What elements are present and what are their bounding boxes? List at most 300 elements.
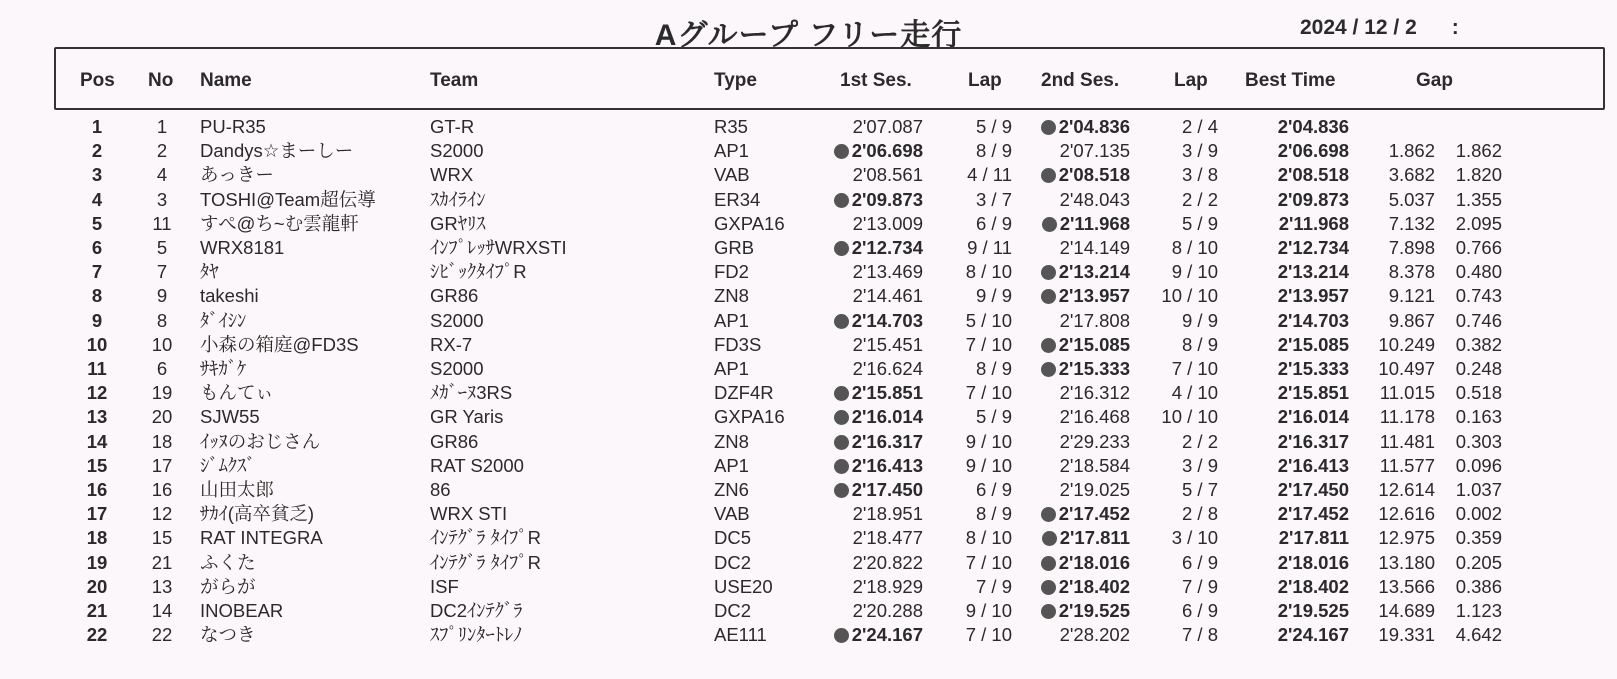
cell-type-text: ZN8 [714,285,749,307]
cell-best-time-text: 2'16.413 [1277,454,1349,476]
cell-2nd-session [1060,477,1130,502]
filled-circle-icon [834,435,849,450]
table-row [0,308,1617,333]
table-row [0,211,1617,236]
cell-best-time-text: 2'04.836 [1277,116,1349,137]
cell-pos [92,162,102,187]
cell-type-text: GRB [714,237,755,258]
cell-team-text: RX-7 [430,333,473,355]
filled-circle-icon [834,241,849,256]
header-type: Type [714,70,757,91]
cell-gap-to-leader [1389,211,1435,236]
cell-1st-session [834,477,923,502]
cell-lap-1-text: 9 / 10 [965,430,1012,452]
cell-gap-to-leader [1389,235,1435,260]
cell-1st-session-text: 2'12.734 [851,237,923,258]
cell-gap-to-previous-text: 0.743 [1455,285,1502,307]
cell-2nd-session-text: 2'13.957 [1058,285,1130,307]
table-row [0,550,1617,575]
cell-lap-2-text: 2 / 2 [1182,188,1218,210]
cell-lap-1 [966,380,1012,405]
cell-name-text: なつき [200,624,256,646]
cell-name [200,259,219,284]
cell-name-text: ﾀﾞｲｼﾝ [200,309,247,331]
cell-gap-to-leader-text: 12.975 [1378,527,1435,549]
table-row [0,622,1617,647]
cell-gap-to-leader [1378,501,1435,526]
cell-type-text: AP1 [714,358,749,379]
cell-name [200,138,353,163]
cell-team-text: 86 [430,479,451,500]
cell-lap-2-text: 6 / 9 [1182,600,1218,621]
cell-1st-session [834,235,923,260]
cell-gap-to-previous [1456,162,1502,187]
cell-2nd-session-text: 2'11.968 [1059,212,1130,234]
cell-no [152,574,173,599]
cell-no [152,380,173,405]
cell-lap-1 [966,550,1012,575]
cell-best-time-text: 2'06.698 [1277,140,1349,162]
table-row [0,235,1617,260]
cell-lap-1 [976,283,1012,308]
cell-lap-2-text: 2 / 4 [1182,116,1218,137]
cell-lap-1-text: 8 / 9 [976,358,1012,379]
cell-gap-to-leader-text: 13.566 [1378,575,1435,597]
cell-gap-to-previous [1456,138,1502,163]
cell-name-text: INOBEAR [200,600,284,621]
cell-best-time-text: 2'12.734 [1277,237,1349,258]
cell-gap-to-previous-text: 1.123 [1455,600,1502,621]
table-row [0,356,1617,381]
cell-1st-session-text: 2'15.851 [851,382,923,404]
cell-1st-session-text: 2'16.014 [851,406,923,428]
cell-no-text: 12 [151,503,173,525]
cell-name [200,501,314,526]
header-2nd-session: 2nd Ses. [1041,70,1120,91]
cell-gap-to-previous-text: 0.205 [1455,551,1502,573]
cell-gap-to-previous-text: 0.480 [1455,261,1502,283]
header-best-time: Best Time [1245,70,1336,91]
cell-1st-session [853,283,923,308]
cell-pos [87,574,108,599]
cell-gap-to-leader-text: 10.497 [1378,358,1435,379]
cell-lap-2-text: 3 / 8 [1182,164,1218,186]
cell-team-text: ｲﾝﾃｸﾞﾗ ﾀｲﾌﾟR [430,551,542,573]
cell-lap-1 [966,453,1012,478]
cell-best-time [1278,259,1349,284]
cell-no [157,114,167,139]
cell-2nd-session-text: 2'14.149 [1059,237,1130,258]
cell-name-text: ｻｶｲ(高卒貧乏) [200,503,315,525]
filled-circle-icon [1041,265,1056,280]
cell-pos [92,235,102,260]
cell-2nd-session-text: 2'16.312 [1059,382,1130,404]
cell-lap-2 [1182,574,1218,599]
cell-gap-to-leader-text: 9.121 [1388,285,1435,307]
cell-name-text: Dandys☆まーしー [200,140,354,162]
cell-gap-to-previous [1456,332,1502,357]
cell-gap-to-previous-text: 0.002 [1455,503,1502,525]
cell-type-text: VAB [714,503,750,525]
cell-gap-to-leader-text: 12.616 [1378,503,1435,525]
cell-name [200,453,256,478]
cell-gap-to-previous [1456,598,1502,623]
cell-lap-1 [976,574,1012,599]
filled-circle-icon [1041,168,1056,183]
cell-lap-2 [1182,501,1218,526]
cell-best-time [1278,114,1349,139]
cell-lap-1 [976,477,1012,502]
cell-best-time [1278,356,1349,381]
cell-type-text: FD3S [714,333,762,355]
cell-1st-session [853,501,923,526]
cell-best-time [1279,525,1349,550]
cell-gap-to-previous [1456,259,1502,284]
cell-lap-2-text: 4 / 10 [1171,382,1218,404]
cell-name [200,525,323,550]
cell-1st-session [834,187,923,212]
cell-lap-2-text: 3 / 9 [1182,140,1218,162]
cell-lap-1 [966,308,1012,333]
cell-pos-text: 5 [91,212,103,234]
cell-best-time [1278,622,1349,647]
table-row [0,114,1617,139]
cell-team [430,550,541,575]
cell-lap-1 [976,501,1012,526]
cell-name [200,477,274,502]
cell-pos-text: 4 [91,188,103,210]
cell-gap-to-leader [1389,259,1435,284]
cell-team [430,477,451,502]
cell-no [152,501,173,526]
cell-1st-session-text: 2'24.167 [851,624,923,646]
cell-team-text: ｽﾌﾟﾘﾝﾀｰﾄﾚﾉ [430,624,523,646]
cell-team-text: DC2ｲﾝﾃｸﾞﾗ [430,600,523,621]
cell-pos-text: 6 [91,237,103,258]
date-label: 2024 / 12 / 2 : [1300,16,1459,39]
cell-pos [92,283,102,308]
filled-circle-icon [834,410,849,425]
cell-lap-2 [1182,211,1218,236]
cell-lap-1 [966,259,1012,284]
cell-best-time [1278,598,1349,623]
cell-name-text: SJW55 [200,406,260,428]
cell-lap-2 [1161,404,1218,429]
cell-name-text: RAT INTEGRA [200,527,323,549]
cell-team-text: WRX STI [430,503,508,525]
cell-no-text: 3 [156,188,168,210]
cell-lap-1-text: 6 / 9 [976,479,1012,500]
cell-2nd-session-text: 2'19.025 [1059,479,1130,500]
filled-circle-icon [834,386,849,401]
cell-best-time [1278,501,1349,526]
cell-type [714,211,785,236]
cell-no-text: 18 [151,430,173,452]
cell-2nd-session [1041,574,1130,599]
cell-2nd-session-text: 2'18.402 [1058,575,1130,597]
cell-pos [92,211,102,236]
cell-no-text: 21 [151,551,173,573]
cell-lap-2 [1182,114,1218,139]
cell-lap-1 [976,187,1012,212]
cell-type-text: ER34 [714,188,761,210]
cell-lap-1 [976,404,1012,429]
cell-pos-text: 15 [86,454,108,476]
header-name: Name [200,70,252,91]
cell-no-text: 10 [151,333,173,355]
cell-pos [92,114,102,139]
cell-best-time [1278,574,1349,599]
cell-team [430,259,527,284]
cell-lap-1-text: 8 / 10 [965,527,1012,549]
cell-name [200,356,246,381]
cell-lap-1 [976,356,1012,381]
cell-lap-2-text: 8 / 9 [1182,333,1218,355]
cell-type [714,429,749,454]
cell-name-text: TOSHI@Team超伝導 [200,188,376,210]
cell-no [152,525,173,550]
cell-no-text: 22 [151,624,173,646]
cell-type [714,162,750,187]
cell-lap-1 [966,622,1012,647]
cell-team [430,622,523,647]
cell-lap-1 [967,235,1012,260]
cell-pos-text: 20 [86,575,108,597]
cell-type [714,356,749,381]
cell-gap-to-previous-text: 0.163 [1455,406,1502,428]
cell-pos [87,356,107,381]
cell-lap-2-text: 10 / 10 [1161,285,1218,307]
cell-lap-1-text: 7 / 9 [976,575,1012,597]
cell-lap-2-text: 3 / 9 [1182,454,1218,476]
cell-pos-text: 1 [91,116,103,137]
cell-lap-1-text: 8 / 10 [965,261,1012,283]
cell-pos-text: 11 [87,358,107,379]
cell-1st-session [834,453,923,478]
cell-type-text: AE111 [714,624,767,646]
cell-lap-2 [1172,259,1218,284]
filled-circle-icon [1042,531,1057,546]
cell-gap-to-previous [1456,211,1502,236]
cell-gap-to-leader-text: 12.614 [1378,479,1435,500]
cell-best-time [1278,235,1349,260]
cell-gap-to-previous-text: 0.386 [1455,575,1502,597]
cell-name-text: ｻｷｶﾞｹ [200,358,247,379]
cell-1st-session [853,114,923,139]
cell-2nd-session [1060,404,1130,429]
cell-gap-to-previous [1456,235,1502,260]
cell-type [714,283,749,308]
cell-gap-to-leader [1378,574,1435,599]
cell-gap-to-leader-text: 7.898 [1388,237,1435,258]
filled-circle-icon [834,314,849,329]
cell-2nd-session [1041,259,1130,284]
cell-team [430,380,512,405]
cell-no [152,429,173,454]
cell-no [157,356,167,381]
cell-pos [87,332,108,357]
cell-2nd-session-text: 2'18.016 [1058,551,1130,573]
cell-1st-session [834,138,923,163]
cell-gap-to-previous-text: 0.359 [1455,527,1502,549]
cell-2nd-session-text: 2'04.836 [1058,116,1130,137]
cell-lap-2-text: 9 / 9 [1182,309,1218,331]
cell-1st-session-text: 2'06.698 [851,140,923,162]
cell-gap-to-previous-text: 0.096 [1455,454,1502,476]
cell-no-text: 6 [156,358,168,379]
cell-type-text: VAB [714,164,750,186]
cell-2nd-session-text: 2'17.452 [1058,503,1130,525]
table-row [0,187,1617,212]
cell-gap-to-leader-text: 10.249 [1378,333,1435,355]
cell-2nd-session-text: 2'19.525 [1058,600,1130,621]
cell-gap-to-leader-text: 13.180 [1378,551,1435,573]
cell-gap-to-previous-text: 0.248 [1455,358,1502,379]
cell-1st-session-text: 2'13.469 [852,261,923,283]
cell-lap-2 [1182,453,1218,478]
cell-type [714,138,749,163]
cell-2nd-session [1041,114,1130,139]
cell-pos-text: 9 [91,309,103,331]
cell-pos [87,429,108,454]
cell-lap-1 [966,332,1012,357]
cell-lap-1-text: 9 / 11 [967,237,1012,258]
cell-1st-session [834,622,923,647]
cell-best-time-text: 2'13.214 [1277,261,1349,283]
cell-gap-to-previous [1456,404,1502,429]
cell-best-time-text: 2'18.016 [1277,551,1349,573]
cell-team [430,114,474,139]
cell-no-text: 16 [151,479,173,500]
header-team: Team [430,70,479,91]
cell-pos [92,187,102,212]
cell-gap-to-previous [1456,429,1502,454]
cell-pos [92,308,102,333]
cell-lap-1-text: 7 / 10 [965,551,1012,573]
cell-best-time-text: 2'17.450 [1277,479,1349,500]
cell-lap-1-text: 9 / 10 [965,454,1012,476]
cell-name-text: あっきー [200,164,274,186]
cell-name-text: もんてぃ [200,382,274,404]
cell-no-text: 7 [156,261,168,283]
cell-gap-to-previous [1456,622,1502,647]
cell-gap-to-previous-text: 0.746 [1455,309,1502,331]
cell-gap-to-previous [1456,308,1502,333]
cell-gap-to-leader-text: 7.132 [1388,212,1435,234]
filled-circle-icon [1041,604,1056,619]
cell-pos-text: 13 [86,406,108,428]
cell-best-time [1278,162,1349,187]
table-row [0,598,1617,623]
cell-no-text: 11 [152,212,172,234]
cell-2nd-session [1060,308,1130,333]
cell-gap-to-previous-text: 0.518 [1455,382,1502,404]
cell-gap-to-previous-text: 0.766 [1455,237,1502,258]
cell-best-time-text: 2'16.014 [1277,406,1349,428]
cell-1st-session-text: 2'20.822 [852,551,923,573]
cell-type [714,235,754,260]
cell-gap-to-leader-text: 8.378 [1388,261,1435,283]
filled-circle-icon [834,628,849,643]
cell-name [200,380,274,405]
cell-type [714,550,751,575]
cell-lap-1 [966,598,1012,623]
cell-type-text: FD2 [714,261,749,283]
cell-type-text: DZF4R [714,382,774,404]
cell-name [200,283,259,308]
cell-no-text: 15 [151,527,173,549]
cell-2nd-session-text: 2'15.085 [1058,333,1130,355]
cell-gap-to-previous [1456,550,1502,575]
cell-lap-1 [976,211,1012,236]
cell-2nd-session-text: 2'08.518 [1058,164,1130,186]
cell-gap-to-leader-text: 14.689 [1378,600,1435,621]
cell-gap-to-previous [1456,453,1502,478]
cell-type-text: R35 [714,116,748,137]
cell-name-text: 小森の箱庭@FD3S [200,333,359,355]
cell-best-time-text: 2'24.167 [1277,624,1349,646]
cell-1st-session-text: 2'17.450 [851,479,923,500]
cell-team-text: WRX [430,164,474,186]
cell-pos [87,477,108,502]
cell-name-text: PU-R35 [200,116,266,137]
cell-1st-session-text: 2'20.288 [852,600,923,621]
cell-best-time-text: 2'19.525 [1277,600,1349,621]
filled-circle-icon [1041,507,1056,522]
cell-gap-to-leader-text: 1.862 [1388,140,1435,162]
cell-best-time [1278,283,1349,308]
cell-lap-2-text: 7 / 8 [1182,624,1218,646]
cell-best-time-text: 2'18.402 [1277,575,1349,597]
cell-type [714,574,773,599]
cell-lap-2 [1182,138,1218,163]
cell-team [430,187,486,212]
table-header-frame [54,47,1605,110]
cell-lap-1 [976,138,1012,163]
table-row [0,283,1617,308]
cell-pos-text: 3 [91,164,103,186]
cell-lap-2-text: 6 / 9 [1182,551,1218,573]
cell-lap-2 [1182,187,1218,212]
cell-gap-to-previous-text: 0.303 [1455,430,1502,452]
cell-best-time [1278,138,1349,163]
cell-no [152,404,173,429]
cell-name [200,162,274,187]
filled-circle-icon [1041,338,1056,353]
cell-no [152,622,173,647]
cell-no-text: 19 [151,382,173,404]
cell-2nd-session [1041,332,1130,357]
cell-name [200,211,359,236]
cell-1st-session-text: 2'07.087 [852,116,923,137]
cell-pos [87,550,108,575]
cell-best-time-text: 2'15.333 [1277,358,1349,379]
cell-2nd-session-text: 2'15.333 [1058,358,1130,379]
cell-2nd-session [1042,525,1130,550]
cell-gap-to-leader [1389,162,1435,187]
cell-no [152,598,173,623]
cell-lap-2 [1182,598,1218,623]
cell-1st-session-text: 2'09.873 [851,188,923,210]
cell-gap-to-leader [1378,622,1435,647]
cell-2nd-session-text: 2'28.202 [1059,624,1130,646]
cell-lap-2 [1182,162,1218,187]
cell-2nd-session-text: 2'13.214 [1058,261,1130,283]
filled-circle-icon [1041,556,1056,571]
cell-2nd-session [1041,550,1130,575]
cell-name [200,622,256,647]
cell-pos [92,138,102,163]
